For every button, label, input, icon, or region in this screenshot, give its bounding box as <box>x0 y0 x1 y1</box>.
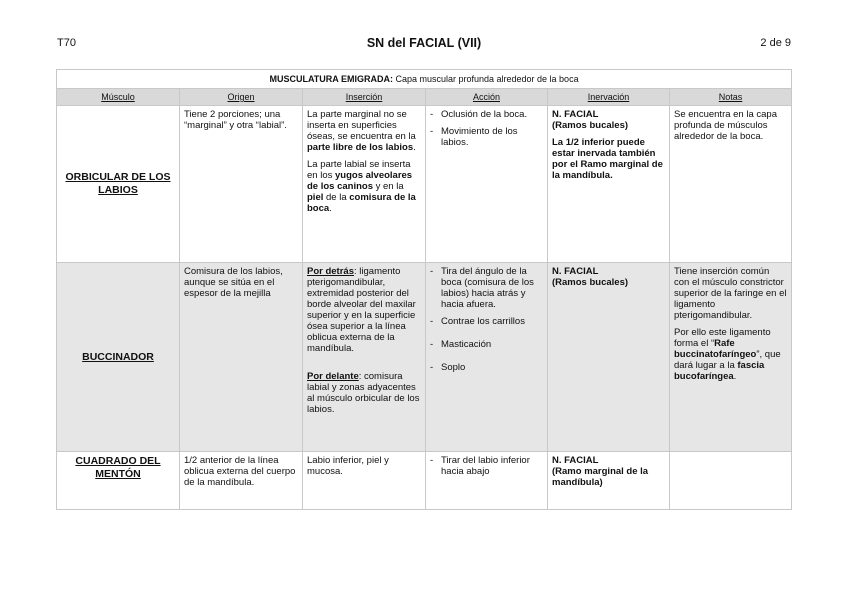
page-title: SN del FACIAL (VII) <box>366 36 482 50</box>
table-row <box>57 452 792 510</box>
notes-cell: Se encuentra en la capa profunda de músculos alrededor de la boca. <box>670 106 792 263</box>
list-item: - Tira del ángulo de la boca (comisura de los labios) hacia atrás y hacia afuera. <box>430 266 543 310</box>
col-header-inervacion: Inervación <box>548 89 670 106</box>
col-header-insercion: Inserción <box>303 89 426 106</box>
page-code: T70 <box>57 37 76 49</box>
list-item: - Oclusión de la boca. <box>430 109 543 120</box>
nerve-cell: N. FACIAL (Ramos bucales) La 1/2 inferior puede estar inervada también por el Ramo marginal de la mandíbula. <box>548 106 670 263</box>
muscle-name: BUCCINADOR <box>57 263 180 452</box>
action-cell <box>426 263 548 452</box>
banner-text: Capa muscular profunda alrededor de la boca <box>392 74 579 84</box>
origin-cell: 1/2 anterior de la línea oblicua externa del cuerpo de la mandíbula. <box>180 452 303 510</box>
insertion-cell: Labio inferior, piel y mucosa. <box>303 452 426 510</box>
table-row <box>57 263 792 452</box>
table-row <box>57 106 792 263</box>
action-cell <box>426 452 548 510</box>
muscle-table <box>56 69 792 510</box>
col-header-origen: Origen <box>180 89 303 106</box>
col-header-notas: Notas <box>670 89 792 106</box>
notes-cell <box>670 452 792 510</box>
action-cell <box>426 106 548 263</box>
origin-cell: Comisura de los labios, aunque se sitúa en el espesor de la mejilla <box>180 263 303 452</box>
list-item: - Contrae los carrillos <box>430 316 543 327</box>
list-item: - Soplo <box>430 362 543 373</box>
nerve-cell: N. FACIAL (Ramos bucales) <box>548 263 670 452</box>
table-header-row <box>57 89 792 106</box>
col-header-accion: Acción <box>426 89 548 106</box>
page-number: 2 de 9 <box>760 37 791 49</box>
nerve-cell: N. FACIAL (Ramo marginal de la mandíbula) <box>548 452 670 510</box>
insertion-cell: La parte marginal no se inserta en superficies óseas, se encuentra en la parte libre de los labios. La parte labial se inserta en los yugos alveolares de los caninos y en la piel de la comisura de la boca. <box>303 106 426 263</box>
list-item: - Tirar del labio inferior hacia abajo <box>430 455 543 477</box>
banner-title: MUSCULATURA EMIGRADA: <box>269 74 393 84</box>
muscle-name: CUADRADO DEL MENTÓN <box>57 452 180 510</box>
table-banner <box>57 70 792 89</box>
notes-cell: Tiene inserción común con el músculo constrictor superior de la faringe en el ligamento pterigomandibular. Por ello este ligamento forma el “Rafe buccinatofaríngeo”, que dará lugar a la fascia bucofaríngea. <box>670 263 792 452</box>
list-item: - Masticación <box>430 339 543 350</box>
origin-cell: Tiene 2 porciones; una “marginal” y otra “labial”. <box>180 106 303 263</box>
list-item: - Movimiento de los labios. <box>430 126 543 148</box>
insertion-cell: Por detrás: ligamento pterigomandibular, extremidad posterior del borde alveolar del maxilar superior y en la superficie ósea superior a la línea oblicua externa de la mandíbula. Por delante: comisura labial y zonas adyacentes al músculo orbicular de los labios. <box>303 263 426 452</box>
muscle-name: ORBICULAR DE LOS LABIOS <box>57 106 180 263</box>
col-header-musculo: Músculo <box>57 89 180 106</box>
